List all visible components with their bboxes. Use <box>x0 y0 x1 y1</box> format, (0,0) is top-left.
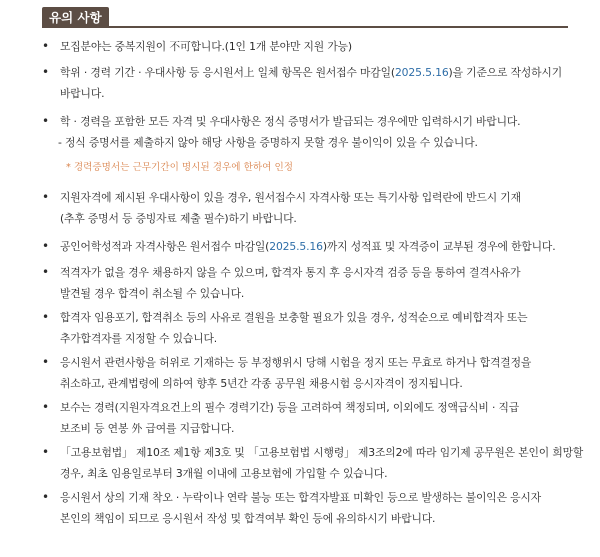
bullet-icon: • <box>42 490 49 504</box>
bullet-icon: • <box>42 65 49 79</box>
bullet-icon: • <box>42 355 49 369</box>
bullet-icon: • <box>42 39 49 53</box>
bullet-icon: • <box>42 190 49 204</box>
notice-list: • 모집분야는 중복지원이 不可합니다.(1인 1개 분야만 지원 가능) • 학위 · 경력 기간 · 우대사항 등 응시원서上 일체 항목은 원서접수 마감일(2025.5.16)을 기준으로 작성하시기 바랍니다. • 학 · 경력을 포함한 모든 자격 및 우대사항은 정식 증명서가 발급되는 경우에만 입력하시기 바랍니다. - 정식 증명서를 제출하지 않아 해당 사항을 증명하지 못할 경우 불이익이 있을 수 있습니다. * 경력증명서는 근무기간이 명시된 경우에 한하여 인정 • 지원자격에 제시된 우대사항이 있을 경우, 원서접수시 자격사항 또는 특기사항 입력란에 반드시 기재 (추후 증명서 등 증빙자료 제출 필수)하기 바랍니다. • 공인어학성적과 자격사항은 원서접수 마감일(2025.5.16)까지 성적표 및 자격증이 교부된 경우에 한합니다. • 적격자가 없을 경우 채용하지 않을 수 있으며, 합격자 통지 후 응시자격 검증 등을 통하여 결격사유가 발견될 경우 합격이 취소될 수 있습니다. • 합격자 임용포기, 합격취소 등의 사유로 결원을 보충할 필요가 있을 경우, 성적순으로 예비합격자 또는 추가합격자를 지정할 수 있습니다. • 응시원서 관련사항을 허위로 기재하는 등 부정행위시 당해 시험을 정지 또는 무효로 하거나 합격결정을 취소하고, 관계법령에 의하여 향후 5년간 각종 공무원 채용시험 응시자격이 정지됩니다. • 보수는 경력(지원자격요건上의 필수 경력기간) 등을 고려하여 책정되며, 이외에도 정액급식비 · 직급 보조비 등 연봉 外 급여를 지급합니다. • 「고용보험법」 제10조 제1항 제3호 및 「고용보험법 시행령」 제3조의2에 따라 임기제 공무원은 본인이 희망할 경우, 최초 임용일로부터 3개월 이내에 고용보험에 가입할 수 있습니다. • 응시원서 상의 기재 착오 · 누락이나 연락 불능 또는 합격자발표 미확인 등으로 발생하는 불이익은 응시자 본인의 책임이 되므로 응시원서 작성 및 합격여부 확인 등에 유의하시기 바랍니다. <box>0 0 600 557</box>
section-title: 유의 사항 <box>42 7 109 28</box>
bullet-icon: • <box>42 445 49 459</box>
deadline-date: 2025.5.16 <box>394 66 449 79</box>
bullet-icon: • <box>42 265 49 279</box>
deadline-date: 2025.5.16 <box>269 240 323 253</box>
bullet-icon: • <box>42 239 49 253</box>
sub-note: - 정식 증명서를 제출하지 않아 해당 사항을 증명하지 못할 경우 불이익이 있을 수 있습니다. <box>58 136 478 149</box>
bullet-icon: • <box>42 310 49 324</box>
career-certificate-note: * 경력증명서는 근무기간이 명시된 경우에 한하여 인정 <box>66 162 293 173</box>
bullet-icon: • <box>42 400 49 414</box>
bullet-icon: • <box>42 114 49 128</box>
